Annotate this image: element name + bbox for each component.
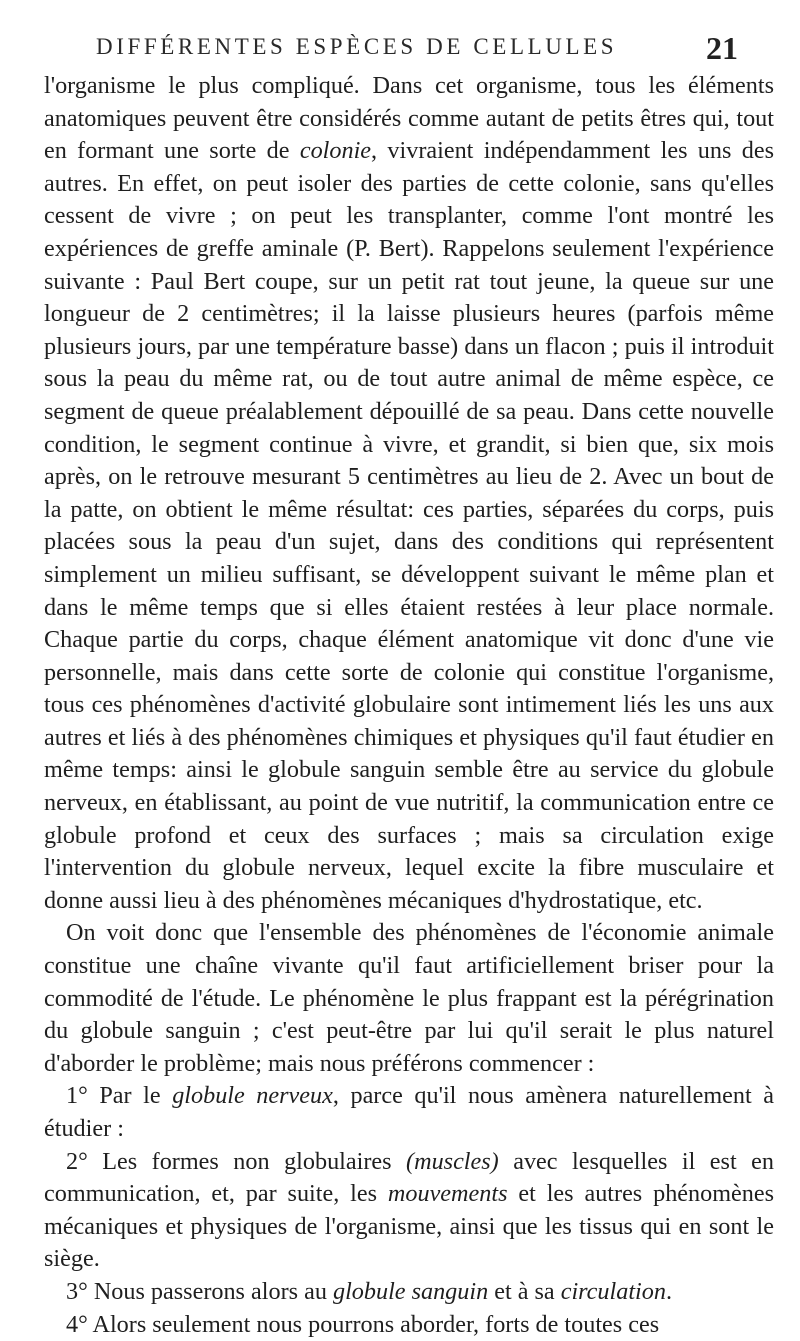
text-run: 2° Les formes non globulaires — [66, 1147, 407, 1175]
italic-text: circulation — [560, 1277, 666, 1305]
running-title: DIFFÉRENTES ESPÈCES DE CELLULES — [96, 34, 618, 59]
paragraph — [44, 917, 774, 1080]
italic-text: (muscles) — [406, 1147, 499, 1175]
italic-text: globule sanguin — [332, 1277, 489, 1305]
paragraph — [44, 1309, 774, 1341]
text-run: 3° Nous passerons alors au — [66, 1277, 333, 1305]
paragraph — [44, 1276, 774, 1309]
text-run: et à sa — [488, 1277, 561, 1305]
page-number: 21 — [706, 30, 738, 66]
text-run: , vivraient indépendamment les uns des autres. En effet, on peut isoler des parties de cette colonie, sans qu'elles cessent de vivre ; on peut les transplanter, comme l'ont montré les expériences de greffe aminale (P. Bert). Rappelons seulement l'expérience suivante : Paul Bert coupe, sur un petit rat tout jeune, la queue sur une longueur de 2 centimètres; il la laisse plusieurs heures (parfois même plusieurs jours, par une température basse) dans un flacon ; puis il introduit sous la peau du même rat, ou de tout autre animal de même espèce, ce segment de queue préalablement dépouillé de sa peau. Dans cette nouvelle condition, le segment continue à vivre, et grandit, si bien que, six mois après, on le retrouve mesurant 5 centimètres au lieu de 2. Avec un bout de la patte, on obtient le même résultat: ces parties, séparées du corps, puis placées sous la peau d'un sujet, dans des conditions qui représentent simplement un milieu suffisant, se développent suivant le même plan et dans le même temps que si elles étaient restées à leur place normale. Chaque partie du corps, chaque élément anatomique vit donc d'une vie personnelle, mais dans cette sorte de colonie qui constitue l'organisme, tous ces phénomènes d'activité globulaire sont intimement liés les uns aux autres et liés à des phénomènes chimiques et physiques qu'il faut étudier en même temps: ainsi le globule sanguin semble être au service du globule nerveux, en établissant, au point de vue nutritif, la communication entre ce globule profond et ceux des surfaces ; mais sa circulation exige l'intervention du globule nerveux, lequel excite la fibre musculaire et donne aussi lieu à des phénomènes mécaniques d'hydrostatique, etc. — [44, 137, 774, 914]
paragraph — [44, 1146, 774, 1276]
paragraph — [44, 1080, 774, 1145]
text-run: 1° Par le — [66, 1082, 173, 1110]
text-run: , parce qu'il nous amènera naturellement à étudier : — [44, 1082, 774, 1142]
italic-text: mouvements — [387, 1180, 508, 1208]
text-run: et les autres phénomènes mécaniques et physiques de l'organisme, ainsi que les tissus qui en sont le siège. — [44, 1180, 774, 1273]
italic-text: colonie — [299, 137, 372, 165]
text-run: On voit donc que l'ensemble des phénomènes de l'économie animale constitue une chaîne vivante qu'il faut artificiellement briser pour la commodité de l'étude. Le phénomène le plus frappant est la pérégrination du globule sanguin ; c'est peut-être par lui qu'il serait le plus naturel d'aborder le problème; mais nous préférons commencer : — [44, 919, 774, 1077]
text-run: 4° Alors seulement nous pourrons aborder, forts de toutes ces — [66, 1310, 660, 1338]
body-text — [44, 70, 774, 1341]
italic-text: globule nerveux — [172, 1082, 333, 1110]
text-run: . — [665, 1277, 672, 1305]
paragraph — [44, 70, 774, 917]
text-run: l'organisme le plus compliqué. Dans cet organisme, tous les éléments anatomiques peuvent être considérés comme autant de petits êtres qui, tout en formant une sorte de — [44, 72, 774, 165]
text-run: avec lesquelles il est en communication, et, par suite, les — [44, 1147, 774, 1208]
